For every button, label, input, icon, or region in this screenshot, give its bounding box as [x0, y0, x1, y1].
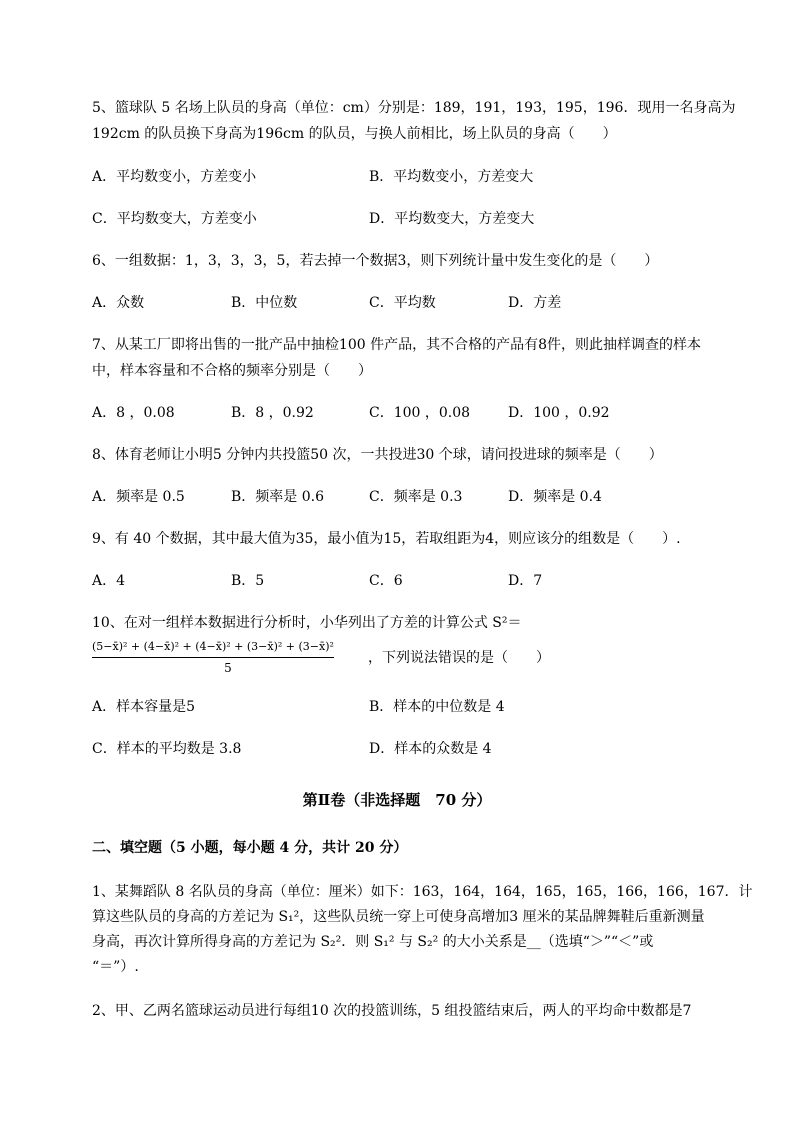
q9-option-c: C．6: [369, 573, 403, 589]
q5-option-c: C．平均数变大，方差变小: [92, 211, 257, 227]
q7-stem-line2: 中，样本容量和不合格的频率分别是（ ）: [92, 363, 372, 379]
q8-option-a: A．频率是 0.5: [92, 489, 185, 505]
fill1-line4: “＝”）.: [92, 959, 139, 975]
q10-option-b: B．样本的中位数是 4: [369, 699, 505, 715]
q9-option-d: D．7: [508, 573, 543, 589]
q7-option-d: D．100 ，0.92: [508, 405, 610, 421]
q10-option-a: A．样本容量是5: [92, 699, 196, 715]
q5-option-b: B．平均数变小，方差变大: [369, 169, 534, 185]
q8-option-d: D．频率是 0.4: [508, 489, 602, 505]
q5-stem-line1: 5、篮球队 5 名场上队员的身高（单位：cm）分别是：189，191，193，195，196．现用一名身高为: [92, 100, 736, 116]
variance-formula-denominator: 5: [224, 661, 232, 675]
q5-option-a: A．平均数变小，方差变小: [92, 169, 257, 185]
q5-stem-line2: 192cm 的队员换下身高为196cm 的队员，与换人前相比，场上队员的身高（ ）: [92, 126, 617, 142]
q8-stem-line1: 8、体育老师让小明5 分钟内共投篮50 次，一共投进30 个球，请问投进球的频率是（ ）: [92, 447, 663, 463]
q6-stem-line1: 6、一组数据：1，3，3，3，5，若去掉一个数据3，则下列统计量中发生变化的是（ ）: [92, 253, 659, 269]
q7-option-c: C．100 ，0.08: [369, 405, 471, 421]
q8-option-b: B．频率是 0.6: [231, 489, 325, 505]
q9-stem-line1: 9、有 40 个数据，其中最大值为35，最小值为15，若取组距为4，则应该分的组数是（ ）.: [92, 531, 681, 547]
q6-option-a: A．众数: [92, 295, 145, 311]
q6-option-c: C．平均数: [369, 295, 436, 311]
variance-formula-numerator: (5−x̄)² + (4−x̄)² + (4−x̄)² + (3−x̄)² + (3−x̄)²: [92, 639, 334, 658]
q9-option-b: B．5: [231, 573, 265, 589]
q9-option-a: A．4: [92, 573, 126, 589]
q10-option-c: C．样本的平均数是 3.8: [92, 741, 242, 757]
fill2-line1: 2、甲、乙两名篮球运动员进行每组10 次的投篮训练，5 组投篮结束后，两人的平均命中数都是7: [92, 1003, 692, 1019]
fill1-line2: 算这些队员的身高的方差记为 S₁²，这些队员统一穿上可使身高增加3 厘米的某品牌舞鞋后重新测量: [92, 909, 705, 925]
section-title: 第Ⅱ卷（非选择题 70 分）: [302, 791, 492, 809]
variance-formula: [92, 638, 550, 675]
q7-stem-line1: 7、从某工厂即将出售的一批产品中抽检100 件产品，其不合格的产品有8件，则此抽样调查的样本: [92, 337, 701, 353]
fill1-line1: 1、某舞蹈队 8 名队员的身高（单位：厘米）如下：163，164，164，165，165，166，166，167．计: [92, 884, 753, 900]
q7-option-a: A．8 ，0.08: [92, 405, 175, 421]
q6-option-d: D．方差: [508, 295, 562, 311]
q10-stem-tail: ，下列说法错误的是（ ）: [368, 650, 550, 666]
q6-option-b: B．中位数: [231, 295, 298, 311]
q8-option-c: C．频率是 0.3: [369, 489, 463, 505]
q10-stem-line1: 10、在对一组样本数据进行分析时，小华列出了方差的计算公式 S²＝: [92, 615, 522, 631]
q7-option-b: B．8 ，0.92: [231, 405, 314, 421]
fill1-line3: 身高，再次计算所得身高的方差记为 S₂²．则 S₁² 与 S₂² 的大小关系是__（选填“＞”“＜”或: [92, 934, 654, 950]
q10-option-d: D．样本的众数是 4: [369, 741, 492, 757]
section-subtitle: 二、填空题（5 小题，每小题 4 分，共计 20 分）: [92, 840, 408, 856]
q5-option-d: D．平均数变大，方差变大: [369, 211, 535, 227]
